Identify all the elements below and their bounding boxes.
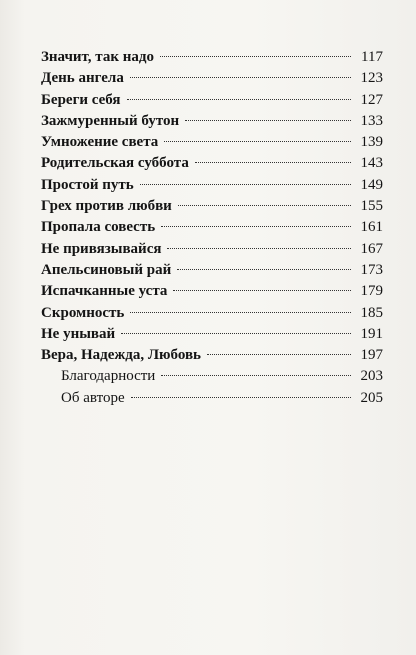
toc-entry-title: Испачканные уста (41, 283, 168, 300)
toc-entry-title: Грех против любви (41, 198, 172, 215)
dot-leader (173, 290, 351, 291)
toc-entry-title: Умножение света (41, 134, 159, 151)
toc-entry-title: Апельсиновый рай (41, 261, 172, 278)
toc-entry (41, 132, 383, 153)
toc-entry-page: 179 (360, 283, 383, 300)
toc-entry-page: 161 (360, 219, 383, 236)
toc-entry (41, 303, 383, 324)
toc-entry-title: Об авторе (61, 389, 125, 406)
toc-entry (41, 153, 383, 174)
toc-entry-page: 173 (360, 261, 383, 278)
toc-entry-title: Береги себя (41, 91, 121, 108)
toc-entry-page: 167 (360, 240, 383, 257)
dot-leader (130, 77, 351, 78)
toc-entry-page: 117 (361, 49, 383, 65)
toc-entry (41, 324, 383, 345)
dot-leader (177, 269, 351, 270)
toc-entry-title: Простой путь (41, 176, 134, 193)
dot-leader (207, 354, 351, 355)
dot-leader (185, 120, 351, 121)
dot-leader (160, 56, 351, 57)
toc-entry-title: День ангела (41, 70, 124, 87)
toc-entry-page: 143 (360, 155, 383, 172)
toc-entry-page: 155 (360, 198, 383, 215)
dot-leader (131, 397, 351, 398)
toc-entry-page: 127 (360, 91, 383, 108)
toc-entry (41, 239, 383, 260)
toc-entry-title: Зажмуренный бутон (41, 112, 180, 129)
dot-leader (164, 141, 351, 142)
toc-entry (41, 90, 383, 111)
toc-entry-page: 203 (360, 368, 383, 385)
toc-entry-page: 197 (360, 347, 383, 364)
toc-entry-page: 133 (360, 112, 383, 129)
toc-entry-title: Пропала совесть (41, 219, 156, 236)
toc-entry (41, 47, 383, 68)
toc-entry-title: Благодарности (61, 368, 156, 385)
toc-entry-title: Не унывай (41, 325, 116, 342)
dot-leader (167, 248, 351, 249)
dot-leader (178, 205, 351, 206)
toc-entry-title: Вера, Надежда, Любовь (41, 347, 201, 364)
toc-entry (41, 345, 383, 366)
toc-entry-title: Не привязывайся (41, 240, 162, 257)
toc-entry (41, 260, 383, 281)
toc-entry-title: Родительская суббота (41, 155, 189, 172)
toc-entry-page: 185 (360, 304, 383, 321)
toc-entry (41, 217, 383, 238)
dot-leader (161, 375, 351, 376)
toc-entry-page: 123 (360, 70, 383, 87)
dot-leader (127, 99, 351, 100)
toc-entry (41, 366, 383, 387)
dot-leader (195, 162, 351, 163)
toc-entry (41, 281, 383, 302)
dot-leader (161, 226, 351, 227)
toc-entry-page: 149 (360, 176, 383, 193)
dot-leader (121, 333, 351, 334)
toc-entry-page: 139 (360, 134, 383, 151)
toc-entry-page: 205 (360, 389, 383, 406)
dot-leader (130, 312, 351, 313)
toc-entry (41, 68, 383, 89)
table-of-contents (41, 47, 383, 409)
toc-entry (41, 175, 383, 196)
toc-entry-page: 191 (360, 325, 383, 342)
toc-entry-title: Значит, так надо (41, 49, 154, 65)
dot-leader (140, 184, 351, 185)
toc-entry (41, 388, 383, 409)
toc-entry (41, 196, 383, 217)
toc-entry-title: Скромность (41, 304, 125, 321)
toc-entry (41, 111, 383, 132)
